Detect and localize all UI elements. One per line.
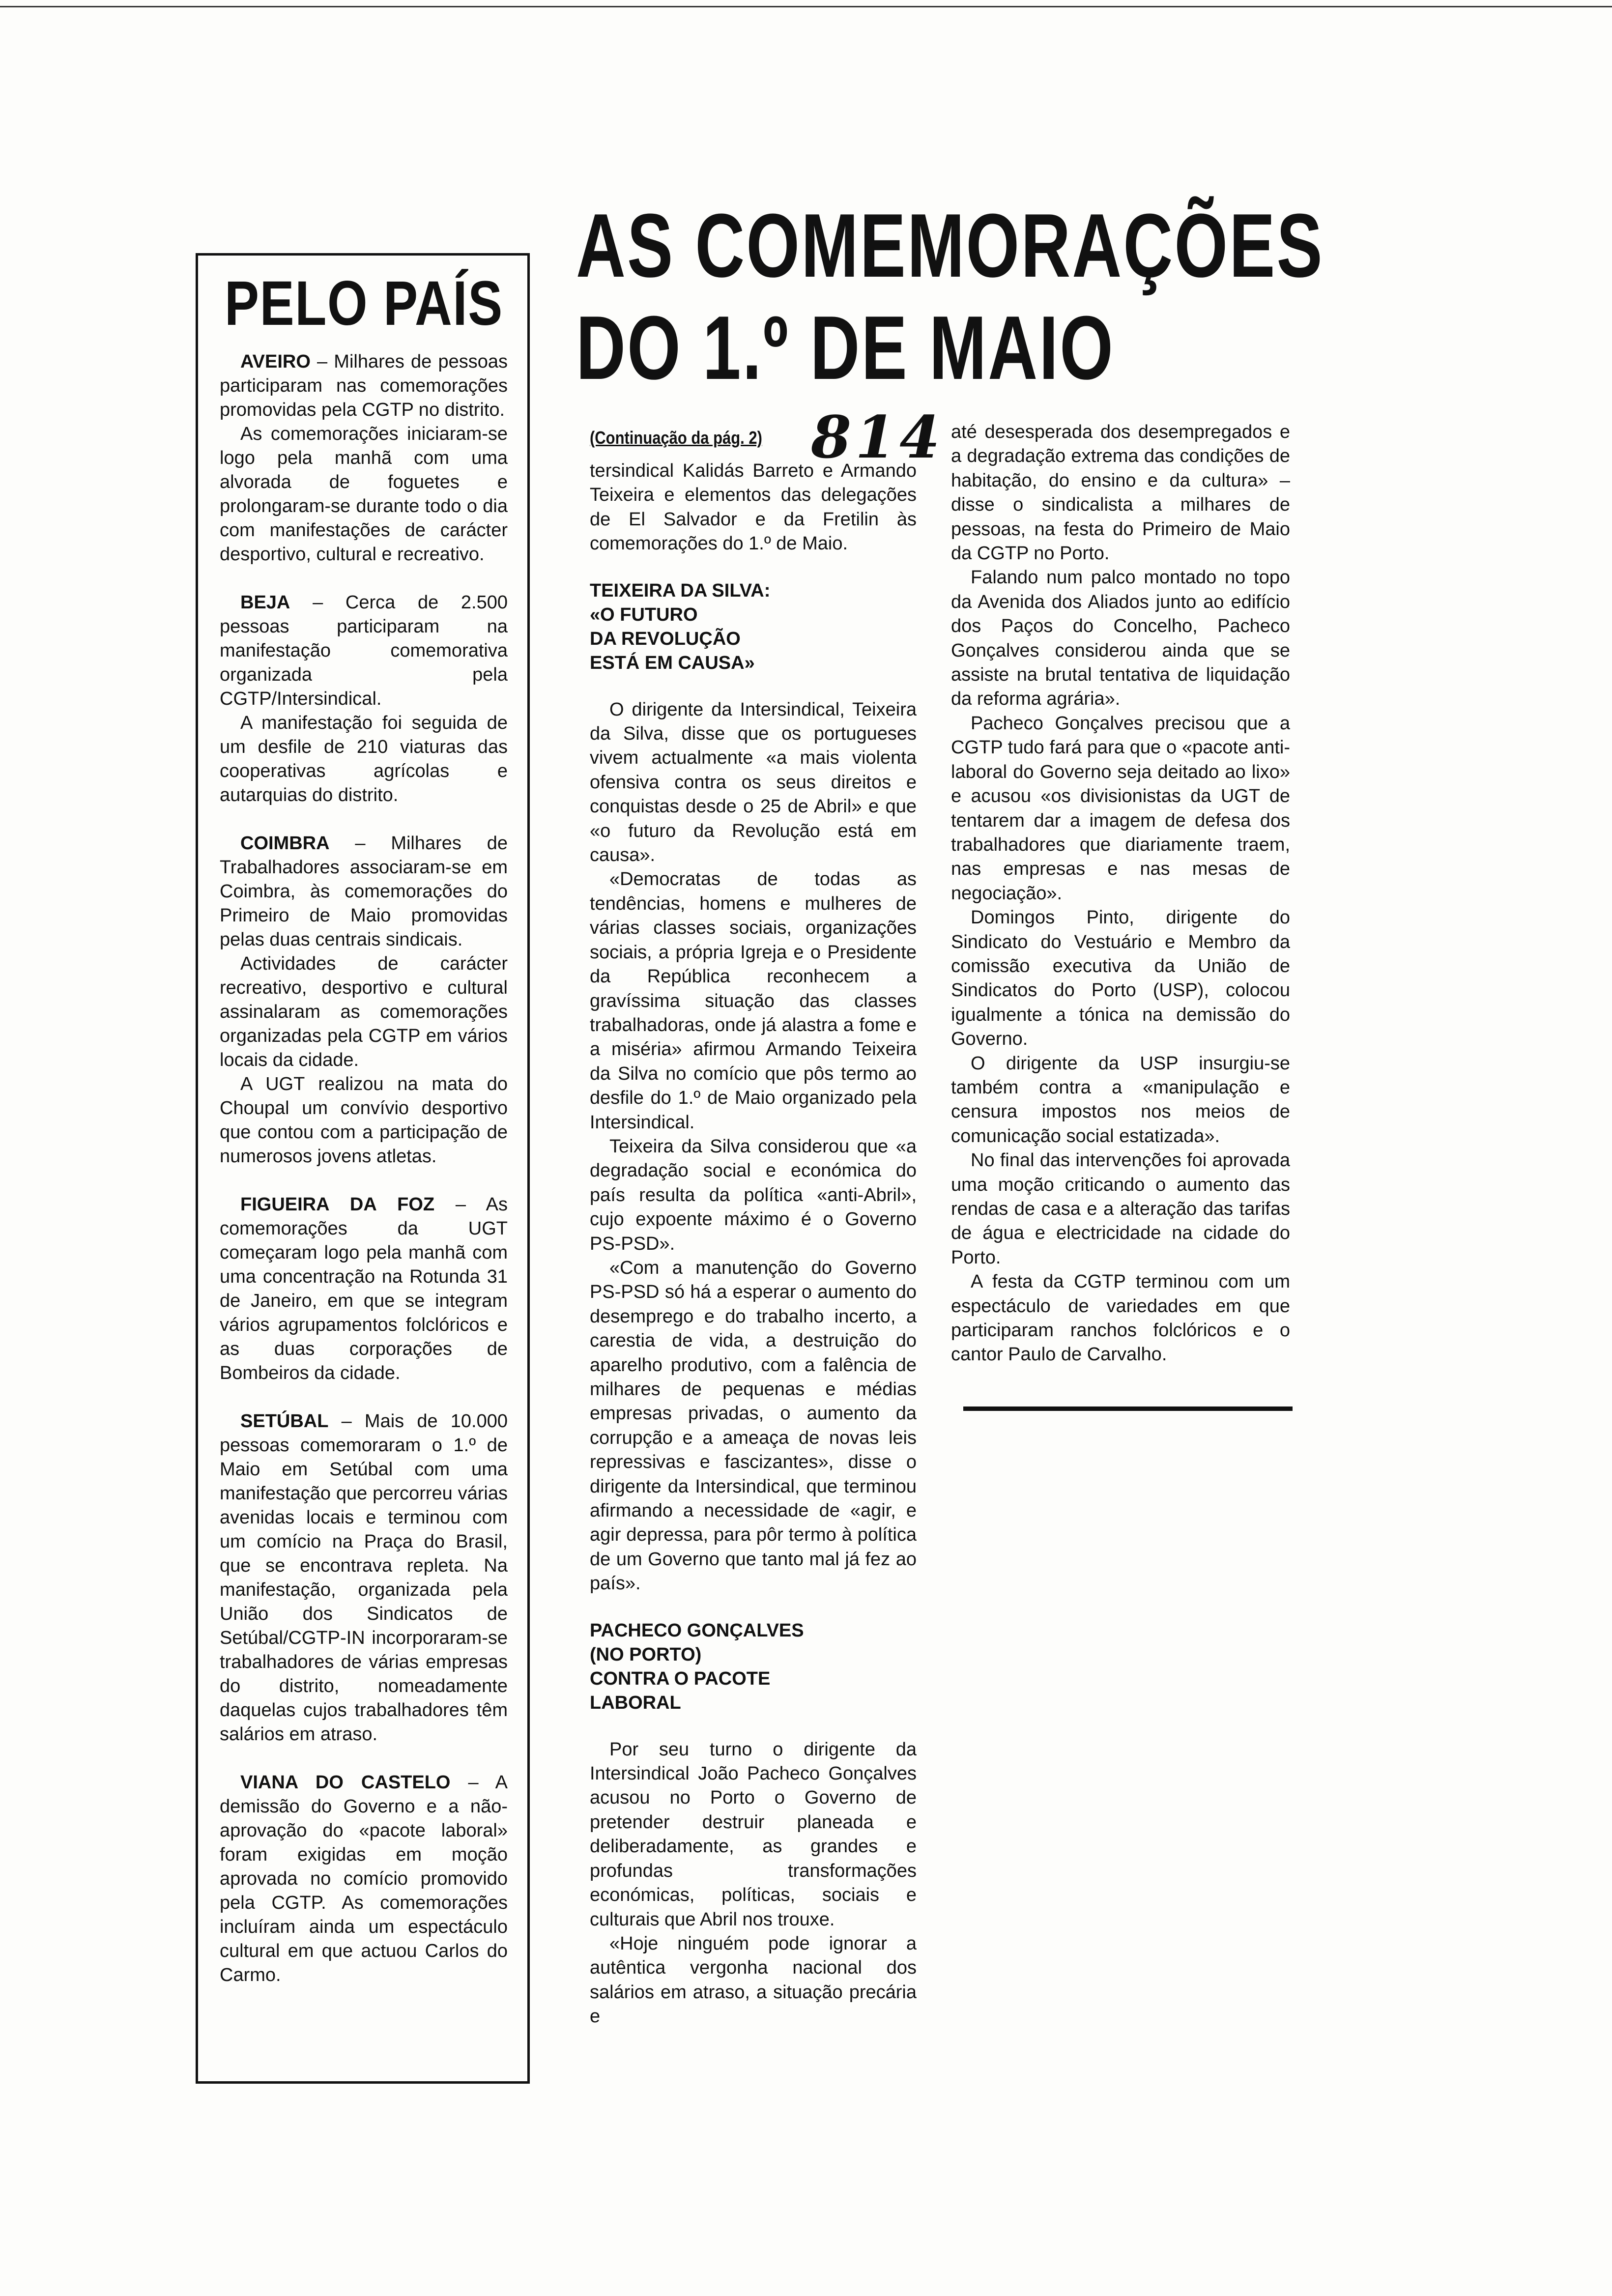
box-paragraph bbox=[220, 1072, 508, 1169]
paragraph-text: A UGT realizou na mata do Choupal um convívio desportivo que contou com a participação de numerosos jovens atletas. bbox=[220, 1074, 508, 1167]
place-name: SETÚBAL bbox=[240, 1411, 329, 1432]
box-paragraph bbox=[220, 711, 508, 807]
article-paragraph: Teixeira da Silva considerou que «a degradação social e económica do país resulta da política «anti-Abril», cujo expoente máximo é o Governo PS-PSD». bbox=[590, 1136, 917, 1254]
article-paragraph: Domingos Pinto, dirigente do Sindicato do Vestuário e Membro da comissão executiva da União de Sindicatos do Porto (USP), colocou igualmente a tónica na demissão do Governo. bbox=[951, 907, 1290, 1050]
box-paragraph bbox=[220, 422, 508, 567]
end-rule bbox=[963, 1406, 1293, 1411]
article-paragraph: A festa da CGTP terminou com um espectáculo de variedades em que participaram ranchos folclóricos e o cantor Paulo de Carvalho. bbox=[951, 1271, 1290, 1365]
paragraph-text: – Cerca de 2.500 pessoas participaram na manifestação comemorativa organizada pela CGTP/Intersindical. bbox=[220, 592, 508, 709]
paragraph-text: – Milhares de Trabalhadores associaram-se em Coimbra, às comemorações do Primeiro de Maio promovidas pelas duas centrais sindicais. bbox=[220, 833, 508, 950]
article-paragraph: Falando num palco montado no topo da Avenida dos Aliados junto ao edifício dos Paços do Concelho, Pacheco Gonçalves considerou ainda que se assiste na brutal tentativa de liquidação da reforma agrária». bbox=[951, 567, 1290, 710]
pelo-pais-box bbox=[196, 253, 530, 2084]
article-paragraph: «Com a manutenção do Governo PS-PSD só há a esperar o aumento do desemprego e do trabalho incerto, a carestia de vida, a destruição do aparelho produtivo, com a falência de milhares de pequenas e médias empresas privadas, o aumento da corrupção e a ameaça de novas leis repressivas e fascizantes», disse o dirigente da Intersindical, que terminou afirmando a necessidade de «agir, e agir depressa, para pôr termo à política de um Governo que tanto mal já fez ao país». bbox=[590, 1257, 917, 1594]
article-paragraph: até desesperada dos desempregados e a degradação extrema das condições de habitação, do ensino e da cultura» – disse o sindicalista a milhares de pessoas, na festa do Primeiro de Maio da CGTP no Porto. bbox=[951, 422, 1290, 564]
article-paragraph: O dirigente da Intersindical, Teixeira da Silva, disse que os portugueses vivem actualmente «a mais violenta ofensiva contra os seus direitos e conquistas desde o 25 de Abril» e que «o futuro da Revolução está em causa». bbox=[590, 699, 917, 866]
box-paragraph bbox=[220, 952, 508, 1072]
paragraph-text: – A demissão do Governo e a não-aprovação do «pacote laboral» foram exigidas em moção aprovada no comício promovido pela CGTP. As comemorações incluíram ainda um espectáculo cultural em que actuou Carlos do Carmo. bbox=[220, 1772, 508, 1985]
paragraph-text: – As comemorações da UGT começaram logo pela manhã com uma concentração na Rotunda 31 de Janeiro, em que se integram vários agrupamentos folclóricos e as duas corporações de Bombeiros da cidade. bbox=[220, 1194, 508, 1383]
article-paragraph: Por seu turno o dirigente da Intersindical João Pacheco Gonçalves acusou no Porto o Governo de pretender destruir planeada e deliberadamente, as grandes e profundas transformações económicas, políticas, sociais e culturais que Abril nos trouxe. bbox=[590, 1739, 917, 1930]
article-paragraph: tersindical Kalidás Barreto e Armando Teixeira e elementos das delegações de El Salvador e da Fretilin às comemorações do 1.º de Maio. bbox=[590, 460, 917, 554]
box-paragraph bbox=[220, 1771, 508, 1987]
top-rule bbox=[0, 6, 1612, 7]
headline-line-1: AS COMEMORAÇÕES bbox=[576, 195, 1324, 296]
box-title: PELO PAÍS bbox=[225, 268, 503, 339]
paragraph-text: – Mais de 10.000 pessoas comemoraram o 1.º de Maio em Setúbal com uma manifestação que percorreu várias avenidas locais e terminou com um comício na Praça do Brasil, que se encontrava repleta. Na manifestação, organizada pela União dos Sindicatos de Setúbal/CGTP-IN incorporaram-se trabalhadores de várias empresas do distrito, nomeadamente daquelas cujos trabalhadores têm salários em atraso. bbox=[220, 1411, 508, 1745]
article-paragraph: «Hoje ninguém pode ignorar a autêntica vergonha nacional dos salários em atraso, a situação precária e bbox=[590, 1933, 917, 2027]
place-name: VIANA DO CASTELO bbox=[240, 1772, 451, 1793]
box-paragraph bbox=[220, 1193, 508, 1385]
box-paragraph bbox=[220, 591, 508, 711]
article-column-2 bbox=[590, 428, 917, 2029]
box-body bbox=[220, 350, 508, 1987]
paragraph-text: – Milhares de pessoas participaram nas comemorações promovidas pela CGTP no distrito. bbox=[220, 351, 508, 420]
article-paragraph: «Democratas de todas as tendências, homens e mulheres de várias classes sociais, organizações sociais, a própria Igreja e o Presidente da República reconhecem a gravíssima situação das classes trabalhadoras, onde já alastra a fome e a miséria» afirmou Armando Teixeira da Silva no comício que pôs termo ao desfile do 1.º de Maio organizado pela Intersindical. bbox=[590, 869, 917, 1133]
article-paragraph: O dirigente da USP insurgiu-se também contra a «manipulação e censura impostos nos meios de comunicação social estatizada». bbox=[951, 1053, 1290, 1147]
headline bbox=[576, 194, 1324, 399]
article-paragraph: Pacheco Gonçalves precisou que a CGTP tudo fará para que o «pacote anti-laboral do Governo seja deitado ao lixo» e acusou «os divisionistas da UGT de tentarem dar a imagem de defesa dos trabalhadores que diariamente traem, nas empresas e nas mesas de negociação». bbox=[951, 713, 1290, 904]
paragraph-text: A manifestação foi seguida de um desfile de 210 viaturas das cooperativas agrícolas e autarquias do distrito. bbox=[220, 713, 508, 805]
box-paragraph bbox=[220, 350, 508, 422]
place-name: COIMBRA bbox=[240, 833, 330, 854]
subhead-teixeira: TEIXEIRA DA SILVA: «O FUTURO DA REVOLUÇÃO ESTÁ EM CAUSA» bbox=[590, 580, 771, 673]
place-name: FIGUEIRA DA FOZ bbox=[240, 1194, 435, 1215]
headline-line-2: DO 1.º DE MAIO bbox=[576, 297, 1115, 398]
place-name: AVEIRO bbox=[240, 351, 311, 372]
place-name: BEJA bbox=[240, 592, 290, 613]
article-column-3 bbox=[951, 420, 1290, 1367]
handwritten-page-number: 814 bbox=[811, 403, 944, 471]
subhead-pacheco: PACHECO GONÇALVES (NO PORTO) CONTRA O PACOTE LABORAL bbox=[590, 1620, 804, 1713]
box-paragraph bbox=[220, 832, 508, 952]
col2-teixeira-body bbox=[590, 698, 917, 1596]
col2-intro bbox=[590, 459, 917, 556]
continuation-note: (Continuação da pág. 2) bbox=[590, 428, 762, 448]
col2-pacheco-body bbox=[590, 1738, 917, 2029]
paragraph-text: Actividades de carácter recreativo, desportivo e cultural assinalaram as comemorações organizadas pela CGTP em vários locais da cidade. bbox=[220, 953, 508, 1070]
paragraph-text: As comemorações iniciaram-se logo pela manhã com uma alvorada de foguetes e prolongaram-se durante todo o dia com manifestações de carácter desportivo, cultural e recreativo. bbox=[220, 424, 508, 565]
box-paragraph bbox=[220, 1409, 508, 1747]
article-paragraph: No final das intervenções foi aprovada uma moção criticando o aumento das rendas de casa e a alteração das tarifas de água e electricidade na cidade do Porto. bbox=[951, 1150, 1290, 1268]
